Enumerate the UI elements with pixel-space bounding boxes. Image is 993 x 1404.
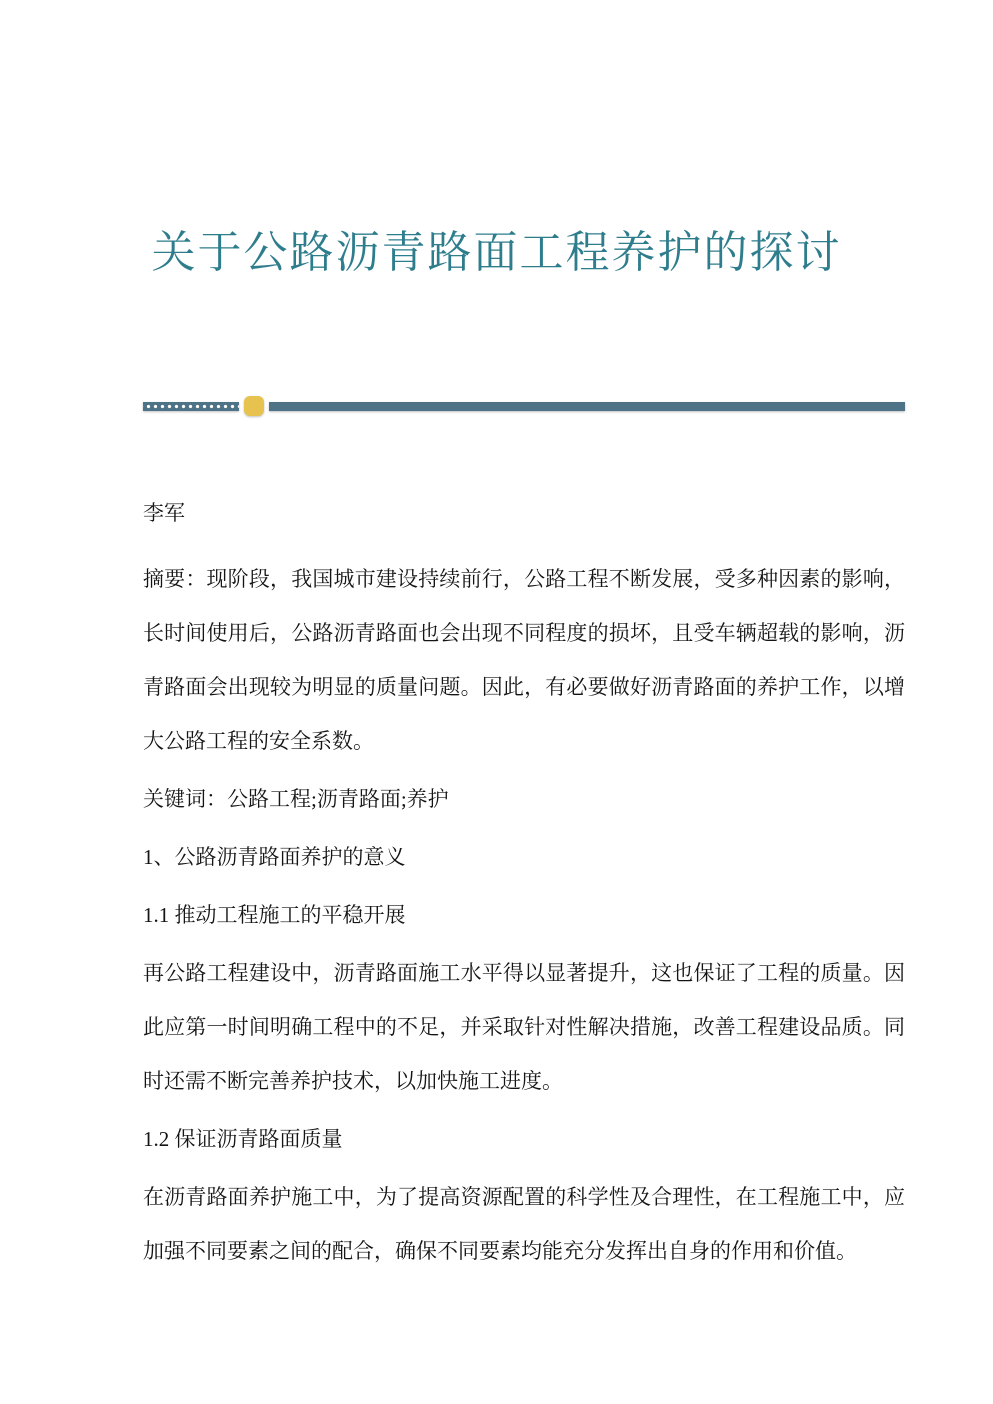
document-body bbox=[143, 486, 905, 1278]
divider-yellow-dot bbox=[244, 396, 264, 416]
section-1-2-paragraph: 在沥青路面养护施工中，为了提高资源配置的科学性及合理性，在工程施工中，应加强不同要素之间的配合，确保不同要素均能充分发挥出自身的作用和价值。 bbox=[143, 1185, 905, 1263]
divider-dotted-segment bbox=[143, 402, 239, 411]
author-name: 李军 bbox=[143, 501, 185, 525]
title-divider bbox=[143, 396, 905, 416]
divider-bar bbox=[269, 402, 905, 411]
abstract-paragraph: 摘要：现阶段，我国城市建设持续前行，公路工程不断发展，受多种因素的影响，长时间使用后，公路沥青路面也会出现不同程度的损坏，且受车辆超载的影响，沥青路面会出现较为明显的质量问题。因此，有必要做好沥青路面的养护工作，以增大公路工程的安全系数。 bbox=[143, 567, 905, 753]
section-1-heading: 1、公路沥青路面养护的意义 bbox=[143, 845, 406, 869]
section-1-1-heading: 1.1 推动工程施工的平稳开展 bbox=[143, 903, 406, 927]
page-title: 关于公路沥青路面工程养护的探讨 bbox=[151, 228, 842, 277]
keywords-line: 关键词：公路工程;沥青路面;养护 bbox=[143, 787, 449, 811]
section-1-2-heading: 1.2 保证沥青路面质量 bbox=[143, 1127, 343, 1151]
section-1-1-paragraph: 再公路工程建设中，沥青路面施工水平得以显著提升，这也保证了工程的质量。因此应第一时间明确工程中的不足，并采取针对性解决措施，改善工程建设品质。同时还需不断完善养护技术，以加快施工进度。 bbox=[143, 961, 905, 1093]
